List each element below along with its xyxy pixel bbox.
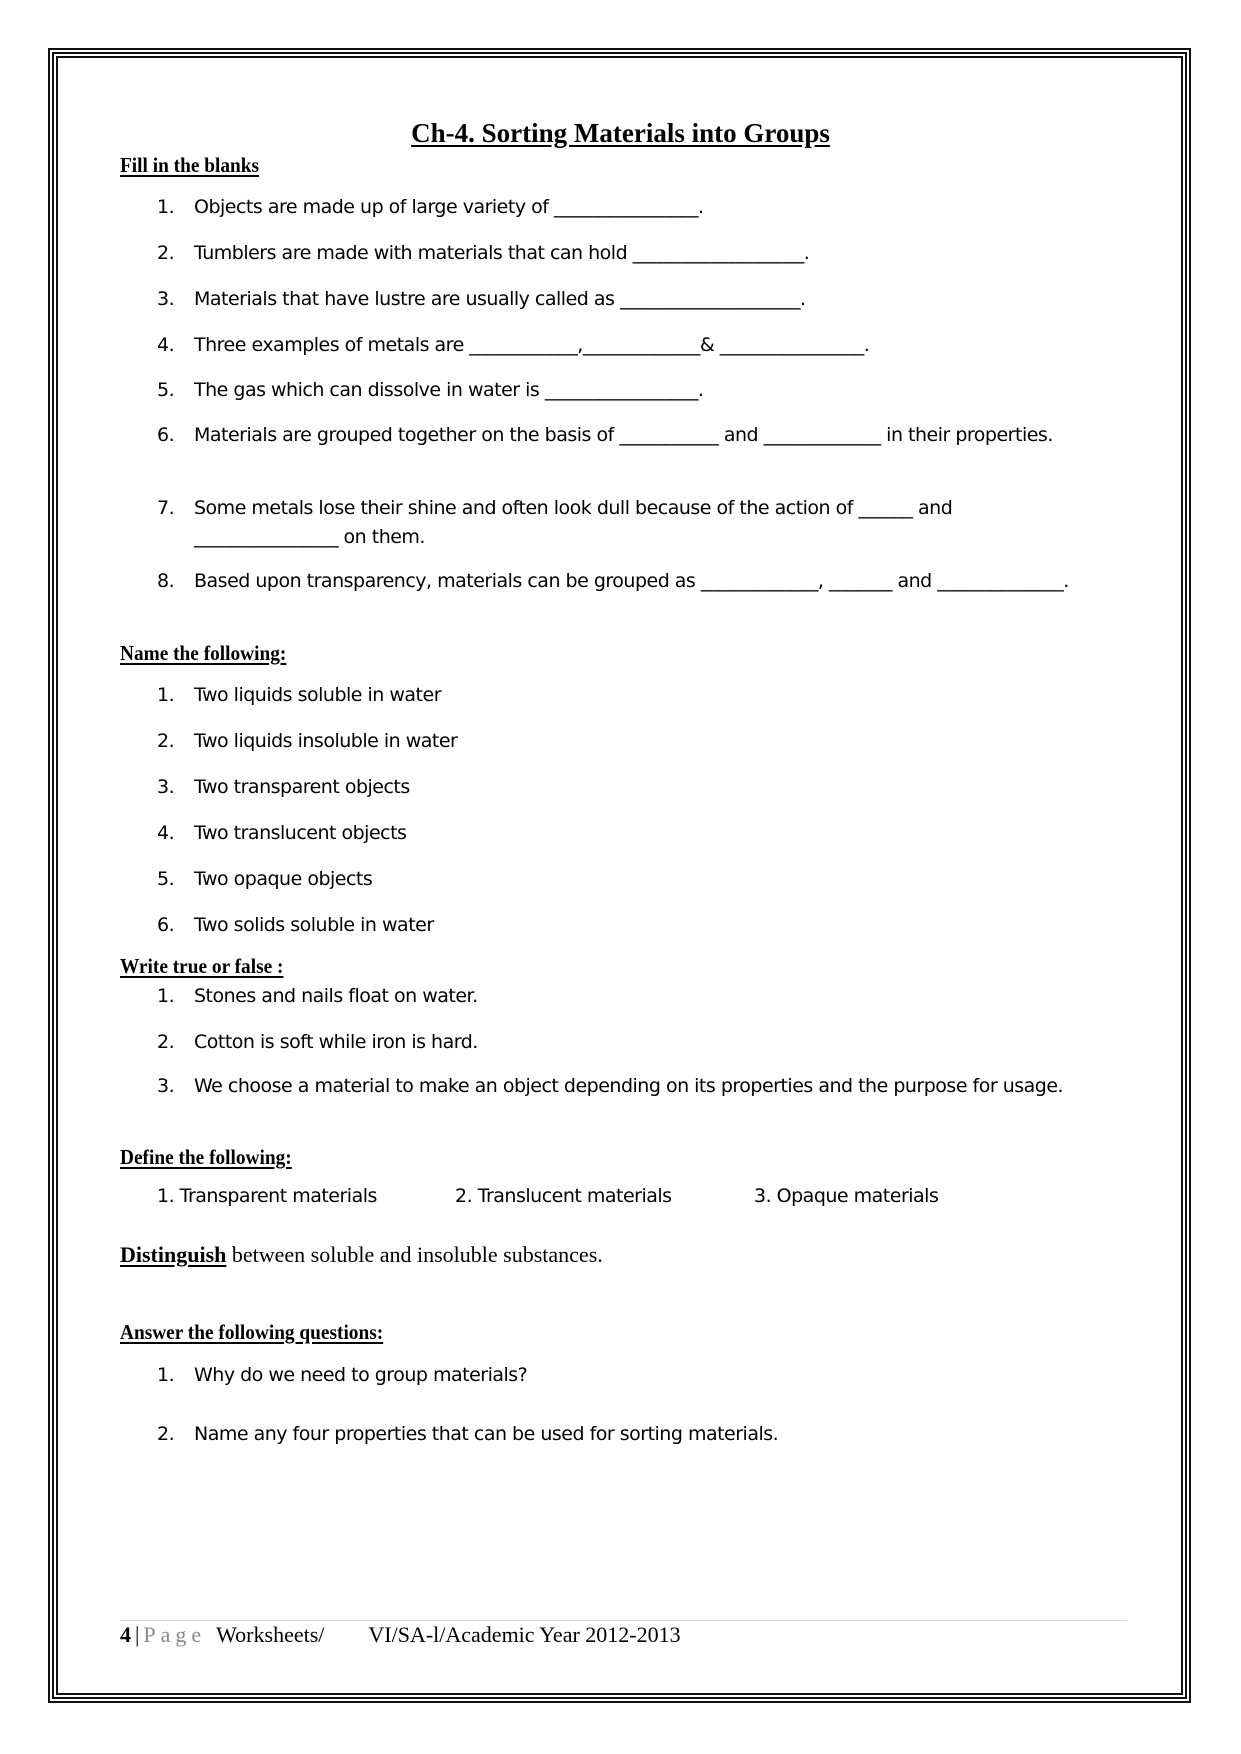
define-item: 2. Translucent materials [455,1185,672,1207]
page-footer [120,1622,681,1648]
footer-course: VI/SA-l/Academic Year 2012-2013 [368,1622,681,1647]
true-false-item: 1. Stones and nails float on water. [157,985,478,1007]
answer-item: 2. Name any four properties that can be used for sorting materials. [157,1423,779,1445]
distinguish-question [120,1242,603,1268]
distinguish-keyword: Distinguish [120,1242,227,1267]
name-item: 4. Two translucent objects [157,822,407,844]
define-item: 1. Transparent materials [157,1185,377,1207]
heading-fill-in-the-blanks: Fill in the blanks [120,153,260,177]
name-item: 3. Two transparent objects [157,776,410,798]
footer-worksheets: Worksheets/ [216,1622,325,1647]
page-title: Ch-4. Sorting Materials into Groups [411,118,830,148]
fill-blank-item: 3. Materials that have lustre are usually called as ____________________. [157,288,806,310]
fill-blank-item: 1. Objects are made up of large variety of ________________. [157,196,704,218]
answer-item: 1. Why do we need to group materials? [157,1364,528,1386]
fill-blank-item: 5. The gas which can dissolve in water is _________________. [157,379,704,401]
fill-blank-item: 8. Based upon transparency, materials can be grouped as _____________, _______ and ______________. [157,570,1069,592]
fill-blank-item: 2. Tumblers are made with materials that can hold ___________________. [157,242,810,264]
heading-define-the-following: Define the following: [120,1145,292,1169]
name-item: 2. Two liquids insoluble in water [157,730,458,752]
page-label: Page [143,1622,207,1647]
name-item: 6. Two solids soluble in water [157,914,434,936]
heading-true-or-false: Write true or false : [120,954,284,978]
define-item: 3. Opaque materials [754,1185,939,1207]
heading-name-the-following: Name the following: [120,641,287,665]
distinguish-text: between soluble and insoluble substances. [226,1242,603,1267]
footer-divider [120,1620,1127,1621]
fill-blank-item: 4. Three examples of metals are ____________,_____________& ________________. [157,334,870,356]
true-false-item: 3. We choose a material to make an object depending on its properties and the purpose for usage. [157,1075,1064,1097]
heading-answer-questions: Answer the following questions: [120,1320,384,1344]
fill-blank-item: 6. Materials are grouped together on the basis of ___________ and _____________ in their properties. [157,424,1053,446]
name-item: 5. Two opaque objects [157,868,373,890]
page-number: 4 [120,1622,131,1647]
fill-blank-item: 7. Some metals lose their shine and often look dull because of the action of ______ and ________________ on them. [157,497,953,548]
footer-separator: | [135,1622,140,1647]
name-item: 1. Two liquids soluble in water [157,684,442,706]
true-false-item: 2. Cotton is soft while iron is hard. [157,1031,478,1053]
